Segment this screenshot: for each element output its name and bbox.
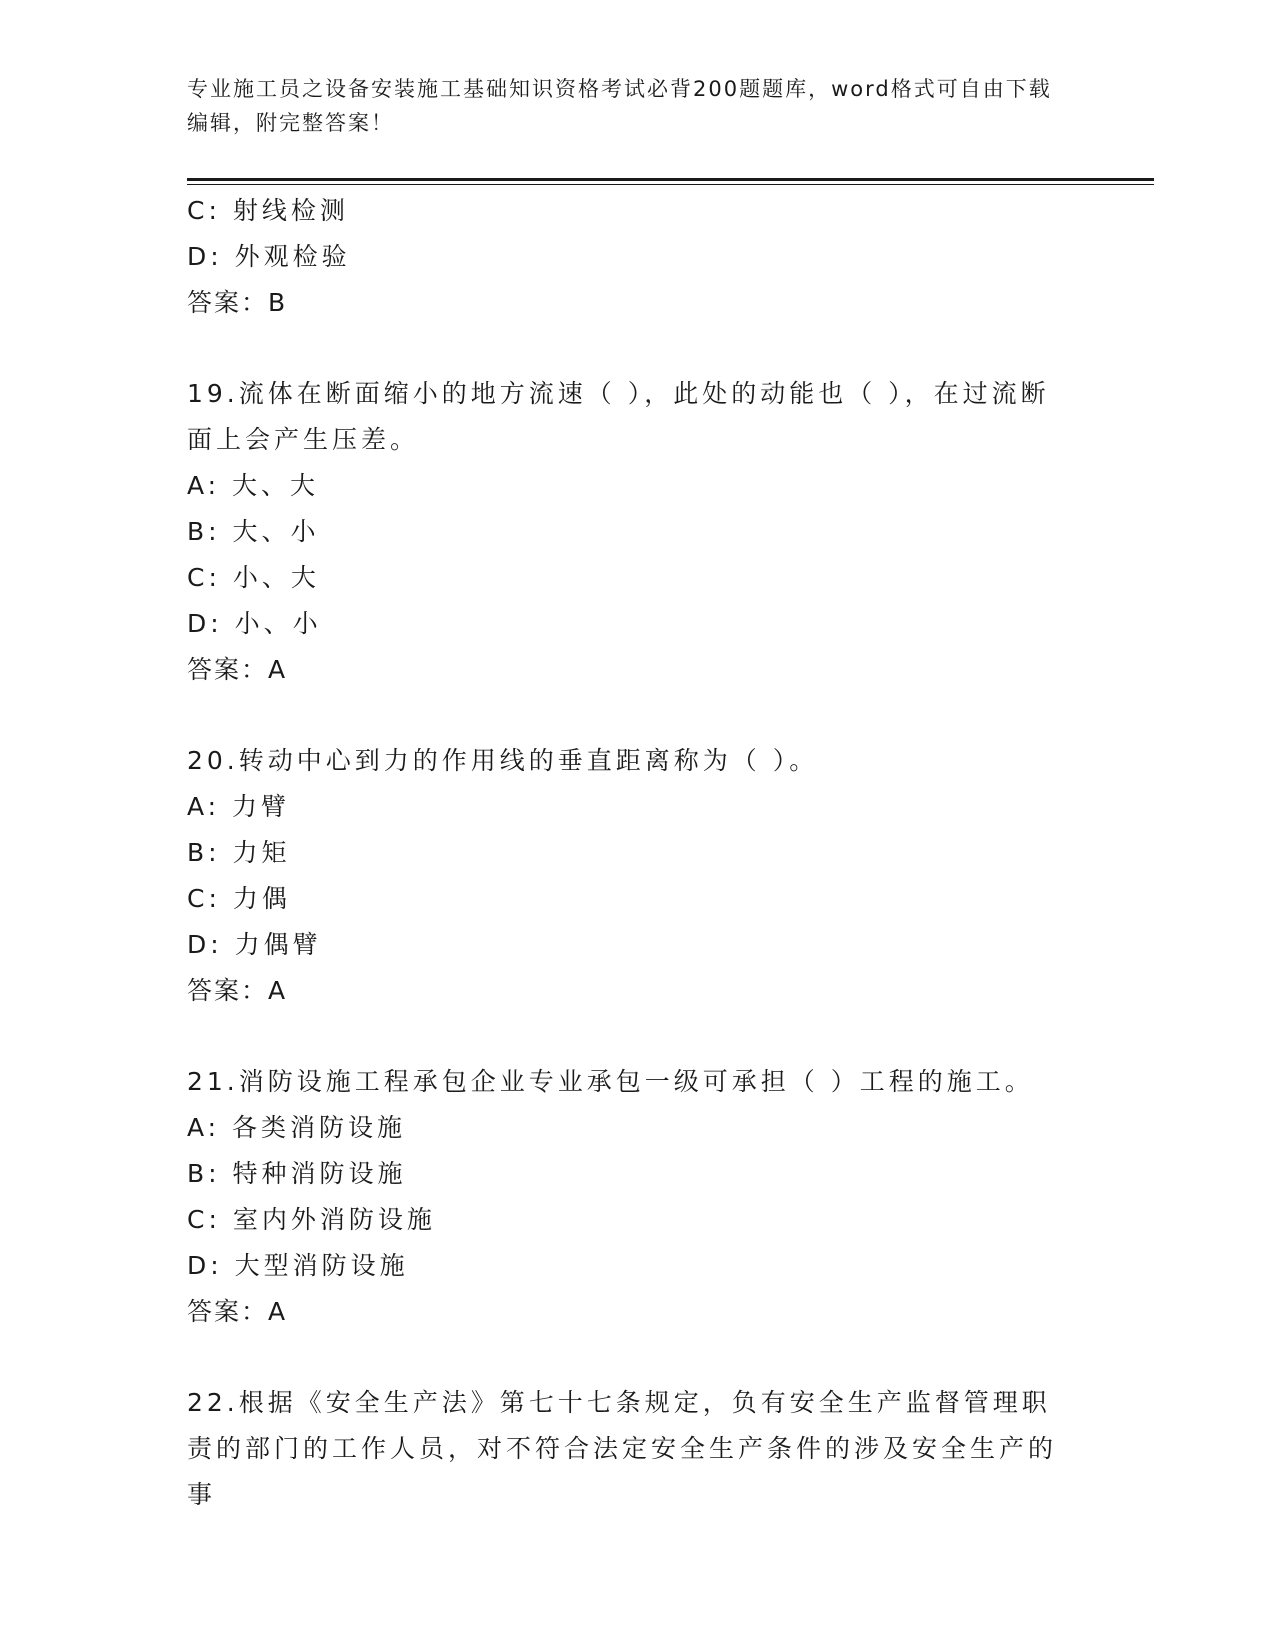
question-20	[187, 738, 1087, 1014]
header-divider-thick	[187, 178, 1154, 181]
question-22	[187, 1380, 1087, 1518]
partial-question	[187, 188, 1087, 326]
answer: 答案：A	[187, 1297, 288, 1326]
answer: 答案：A	[187, 655, 288, 684]
option-c: C: 射线检测	[187, 196, 349, 225]
option-d: D: 大型消防设施	[187, 1251, 409, 1280]
document-header	[187, 72, 1067, 140]
question-stem: 20.转动中心到力的作用线的垂直距离称为（ ）。	[187, 746, 819, 775]
document-title: 专业施工员之设备安装施工基础知识资格考试必背200题题库，word格式可自由下载编辑，附完整答案！	[187, 77, 1052, 135]
option-d: D: 外观检验	[187, 242, 351, 271]
option-b: B: 力矩	[187, 838, 291, 867]
question-stem: 22.根据《安全生产法》第七十七条规定，负有安全生产监督管理职责的部门的工作人员，对不符合法定安全生产条件的涉及安全生产的事	[187, 1388, 1058, 1509]
option-a: A: 各类消防设施	[187, 1113, 407, 1142]
option-c: C: 小、大	[187, 563, 320, 592]
option-d: D: 力偶臂	[187, 930, 322, 959]
option-a: A: 大、大	[187, 471, 320, 500]
option-c: C: 室内外消防设施	[187, 1205, 436, 1234]
question-list	[187, 188, 1087, 1518]
answer: 答案：A	[187, 976, 288, 1005]
answer: 答案：B	[187, 288, 288, 317]
question-stem: 21.消防设施工程承包企业专业承包一级可承担（ ）工程的施工。	[187, 1067, 1034, 1096]
question-stem: 19.流体在断面缩小的地方流速（ ），此处的动能也（ ），在过流断面上会产生压差。	[187, 379, 1050, 454]
option-b: B: 大、小	[187, 517, 320, 546]
question-19	[187, 371, 1087, 693]
question-21	[187, 1059, 1087, 1335]
option-d: D: 小、小	[187, 609, 322, 638]
option-a: A: 力臂	[187, 792, 291, 821]
option-b: B: 特种消防设施	[187, 1159, 407, 1188]
option-c: C: 力偶	[187, 884, 291, 913]
header-divider-thin	[187, 184, 1154, 185]
